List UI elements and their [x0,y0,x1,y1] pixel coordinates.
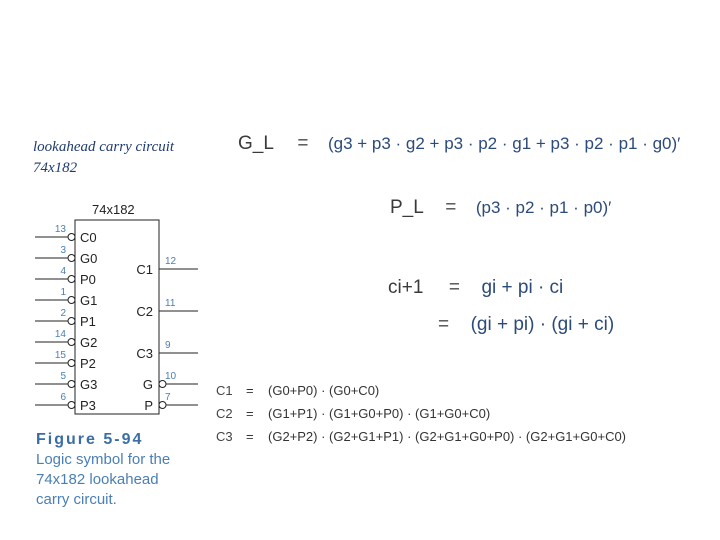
pin-number: 15 [54,350,66,361]
carry-label-c3: C3 [216,429,233,444]
figure-caption [36,430,170,510]
carry-label-c2: C2 [216,406,233,421]
carry-expr-c1: (G0+P0) · (G0+C0) [268,383,380,398]
pin-number: 9 [165,340,171,351]
gl-equals: = [297,133,309,154]
pin-label: C0 [80,230,97,245]
carry-equation-c2 [216,406,490,421]
carry-eq-c3: = [246,429,254,444]
figure-line-3: carry circuit. [36,491,117,508]
pin-label: P [144,398,153,413]
slide-caption [33,137,174,179]
carry-label-c1: C1 [216,383,233,398]
ci-lhs: ci+1 [388,277,424,298]
pin-number: 11 [165,298,176,309]
inversion-bubble [68,255,75,262]
inversion-bubble [68,234,75,241]
pin-label: C1 [136,262,153,277]
inversion-bubble [68,318,75,325]
pin-label: G2 [80,335,98,350]
inversion-bubble [68,360,75,367]
gl-lhs: G_L [238,133,274,154]
pin-label: P1 [80,314,96,329]
carry-eq-c1: = [246,383,254,398]
caption-line-1: lookahead carry circuit [33,139,175,155]
inversion-bubble [68,297,75,304]
pin-label: C3 [136,346,153,361]
inversion-bubble [68,402,75,409]
pl-equals: = [445,197,457,218]
pl-lhs: P_L [390,197,424,218]
pin-label: G3 [80,377,98,392]
carry-equation-c3 [216,429,626,444]
pin-number: 14 [54,329,66,340]
inversion-bubble [68,276,75,283]
figure-title: Figure 5-94 [36,431,144,448]
pin-label: G0 [80,251,98,266]
ci-equals-1: = [448,277,460,298]
pin-label: G [142,377,153,392]
ci-equation-2 [438,314,614,336]
inversion-bubble [68,339,75,346]
pin-label: P0 [80,272,96,287]
pin-number: 5 [60,371,66,382]
pin-label: C2 [136,304,153,319]
gl-equation [238,133,680,155]
pin-label: P3 [80,398,96,413]
ci-equals-2: = [438,314,450,335]
pin-number: 3 [60,245,66,256]
pin-number: 12 [165,256,177,267]
ci-equation-1 [388,277,563,299]
pin-number: 4 [60,266,66,277]
pin-label: P2 [80,356,96,371]
pin-label: G1 [80,293,98,308]
pin-number: 2 [60,308,66,319]
figure-line-2: 74x182 lookahead [36,471,159,488]
pin-number: 6 [60,392,66,403]
pin-number: 7 [165,392,171,403]
inversion-bubble [68,381,75,388]
ci-rhs-2: (gi + pi) · (gi + ci) [470,314,615,335]
pin-number: 10 [165,371,177,382]
pin-number: 13 [54,224,66,235]
gl-rhs: (g3 + p3 · g2 + p3 · p2 · g1 + p3 · p2 · p1 · g0)′ [327,134,681,153]
left-pins [35,224,97,413]
carry-eq-c2: = [246,406,254,421]
pl-equation [390,197,611,219]
carry-expr-c2: (G1+P1) · (G1+G0+P0) · (G1+G0+C0) [268,406,491,421]
pin-number: 1 [60,287,66,298]
pl-rhs: (p3 · p2 · p1 · p0)′ [475,198,612,217]
carry-expr-c3: (G2+P2) · (G2+G1+P1) · (G2+G1+G0+P0) · (G2+G1+G0+C0) [268,429,627,444]
ci-rhs-1: gi + pi · ci [481,277,564,298]
chip-name: 74x182 [92,202,135,217]
carry-equation-c1 [216,383,379,398]
figure-line-1: Logic symbol for the [36,451,171,468]
caption-line-2: 74x182 [33,160,78,176]
chip-symbol [0,195,215,425]
